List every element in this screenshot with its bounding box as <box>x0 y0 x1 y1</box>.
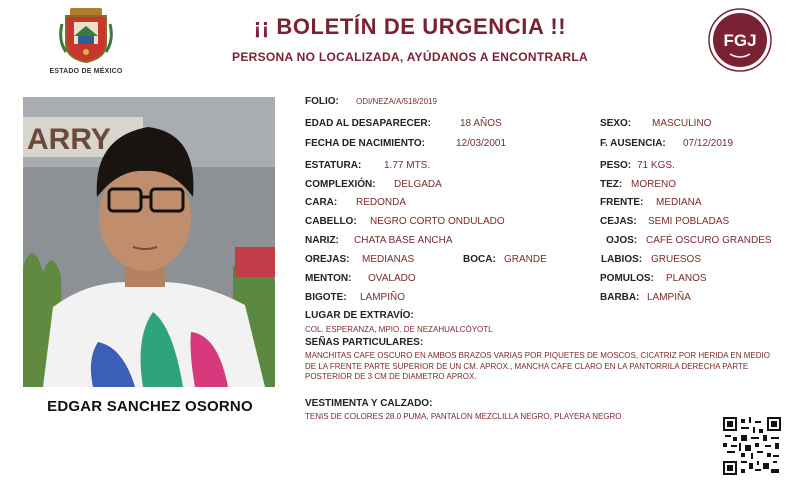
height-value: 1.77 MTS. <box>384 160 431 171</box>
complexion-tone-value: MORENO <box>631 179 676 190</box>
missing-person-photo <box>23 97 275 387</box>
fgj-seal-icon <box>708 8 772 72</box>
hair-label: CABELLO: <box>305 216 357 227</box>
nose-value: CHATA BASE ANCHA <box>354 235 453 246</box>
age-label: EDAD AL DESAPARECER: <box>305 118 431 129</box>
eyebrows-value: SEMI POBLADAS <box>648 216 730 227</box>
storefront-sign-text: ARRY <box>27 123 111 156</box>
state-logo-caption: ESTADO DE MÉXICO <box>49 68 123 75</box>
bulletin-title: ¡¡ BOLETÍN DE URGENCIA !! <box>253 14 567 39</box>
sex-label: SEXO: <box>600 118 632 129</box>
forehead-label: FRENTE: <box>600 197 644 208</box>
age-value: 18 AÑOS <box>460 118 502 129</box>
bulletin-subtitle: PERSONA NO LOCALIZADA, AYÚDANOS A ENCONTRARLA <box>232 50 588 64</box>
lips-value: GRUESOS <box>651 254 702 265</box>
cheekbones-value: PLANOS <box>666 273 707 284</box>
beard-label: BARBA: <box>600 292 640 303</box>
location-label: LUGAR DE EXTRAVÍO: <box>305 310 414 321</box>
eyebrows-label: CEJAS: <box>600 216 637 227</box>
build-label: COMPLEXIÓN: <box>305 179 376 190</box>
cheekbones-label: POMULOS: <box>600 273 654 284</box>
birthdate-label: FECHA DE NACIMIENTO: <box>305 138 425 149</box>
distinguishing-marks-label: SEÑAS PARTICULARES: <box>305 337 424 348</box>
lips-label: LABIOS: <box>601 254 643 265</box>
eyes-label: OJOS: <box>606 235 638 246</box>
folio-value: ODI/NEZA/A/518/2019 <box>356 97 437 106</box>
eyes-value: CAFÉ OSCURO GRANDES <box>646 235 772 246</box>
face-label: CARA: <box>305 197 338 208</box>
mouth-label: BOCA: <box>463 254 496 265</box>
complexion-tone-label: TEZ: <box>600 179 623 190</box>
mouth-value: GRANDE <box>504 254 547 265</box>
distinguishing-marks-value: MANCHITAS CAFE OSCURO EN AMBOS BRAZOS VARIAS POR PIQUETES DE MOSCOS, CICATRIZ POR HERIDA EN MEDIO DE LA FRENTE PARTE SUPERIOR DE UN CM. APROX., MANCHA CAFE CLARO EN LA PANTORRILA DERECHA PARTE POSTERIOR DE 3 CM DE DIAMETRO APROX. <box>305 351 770 381</box>
absence-date-value: 07/12/2019 <box>683 138 734 149</box>
hair-value: NEGRO CORTO ONDULADO <box>370 216 505 227</box>
nose-label: NARIZ: <box>305 235 339 246</box>
birthdate-value: 12/03/2001 <box>456 138 507 149</box>
chin-value: OVALADO <box>368 273 416 284</box>
qr-code-icon[interactable] <box>723 417 781 475</box>
weight-value: 71 KGS. <box>637 160 675 171</box>
absence-date-label: F. AUSENCIA: <box>600 138 666 149</box>
clothing-value: TENIS DE COLORES 28.0 PUMA, PANTALON MEZCLILLA NEGRO, PLAYERA NEGRO <box>305 412 622 421</box>
forehead-value: MEDIANA <box>656 197 702 208</box>
height-label: ESTATURA: <box>305 160 362 171</box>
missing-person-name: EDGAR SANCHEZ OSORNO <box>47 398 253 415</box>
fgj-seal-text: FGJ <box>723 31 757 50</box>
folio-label: FOLIO: <box>305 96 339 107</box>
clothing-label: VESTIMENTA Y CALZADO: <box>305 398 433 409</box>
ears-label: OREJAS: <box>305 254 350 265</box>
chin-label: MENTON: <box>305 273 352 284</box>
weight-label: PESO: <box>600 160 632 171</box>
beard-value: LAMPIÑA <box>647 292 691 303</box>
ears-value: MEDIANAS <box>362 254 415 265</box>
estado-de-mexico-coat-of-arms-icon <box>56 6 116 64</box>
location-value: COL. ESPERANZA, MPIO. DE NEZAHUALCÓYOTL <box>305 325 493 334</box>
face-value: REDONDA <box>356 197 407 208</box>
mustache-label: BIGOTE: <box>305 292 347 303</box>
build-value: DELGADA <box>394 179 442 190</box>
mustache-value: LAMPIÑO <box>360 292 406 303</box>
sex-value: MASCULINO <box>652 118 712 129</box>
